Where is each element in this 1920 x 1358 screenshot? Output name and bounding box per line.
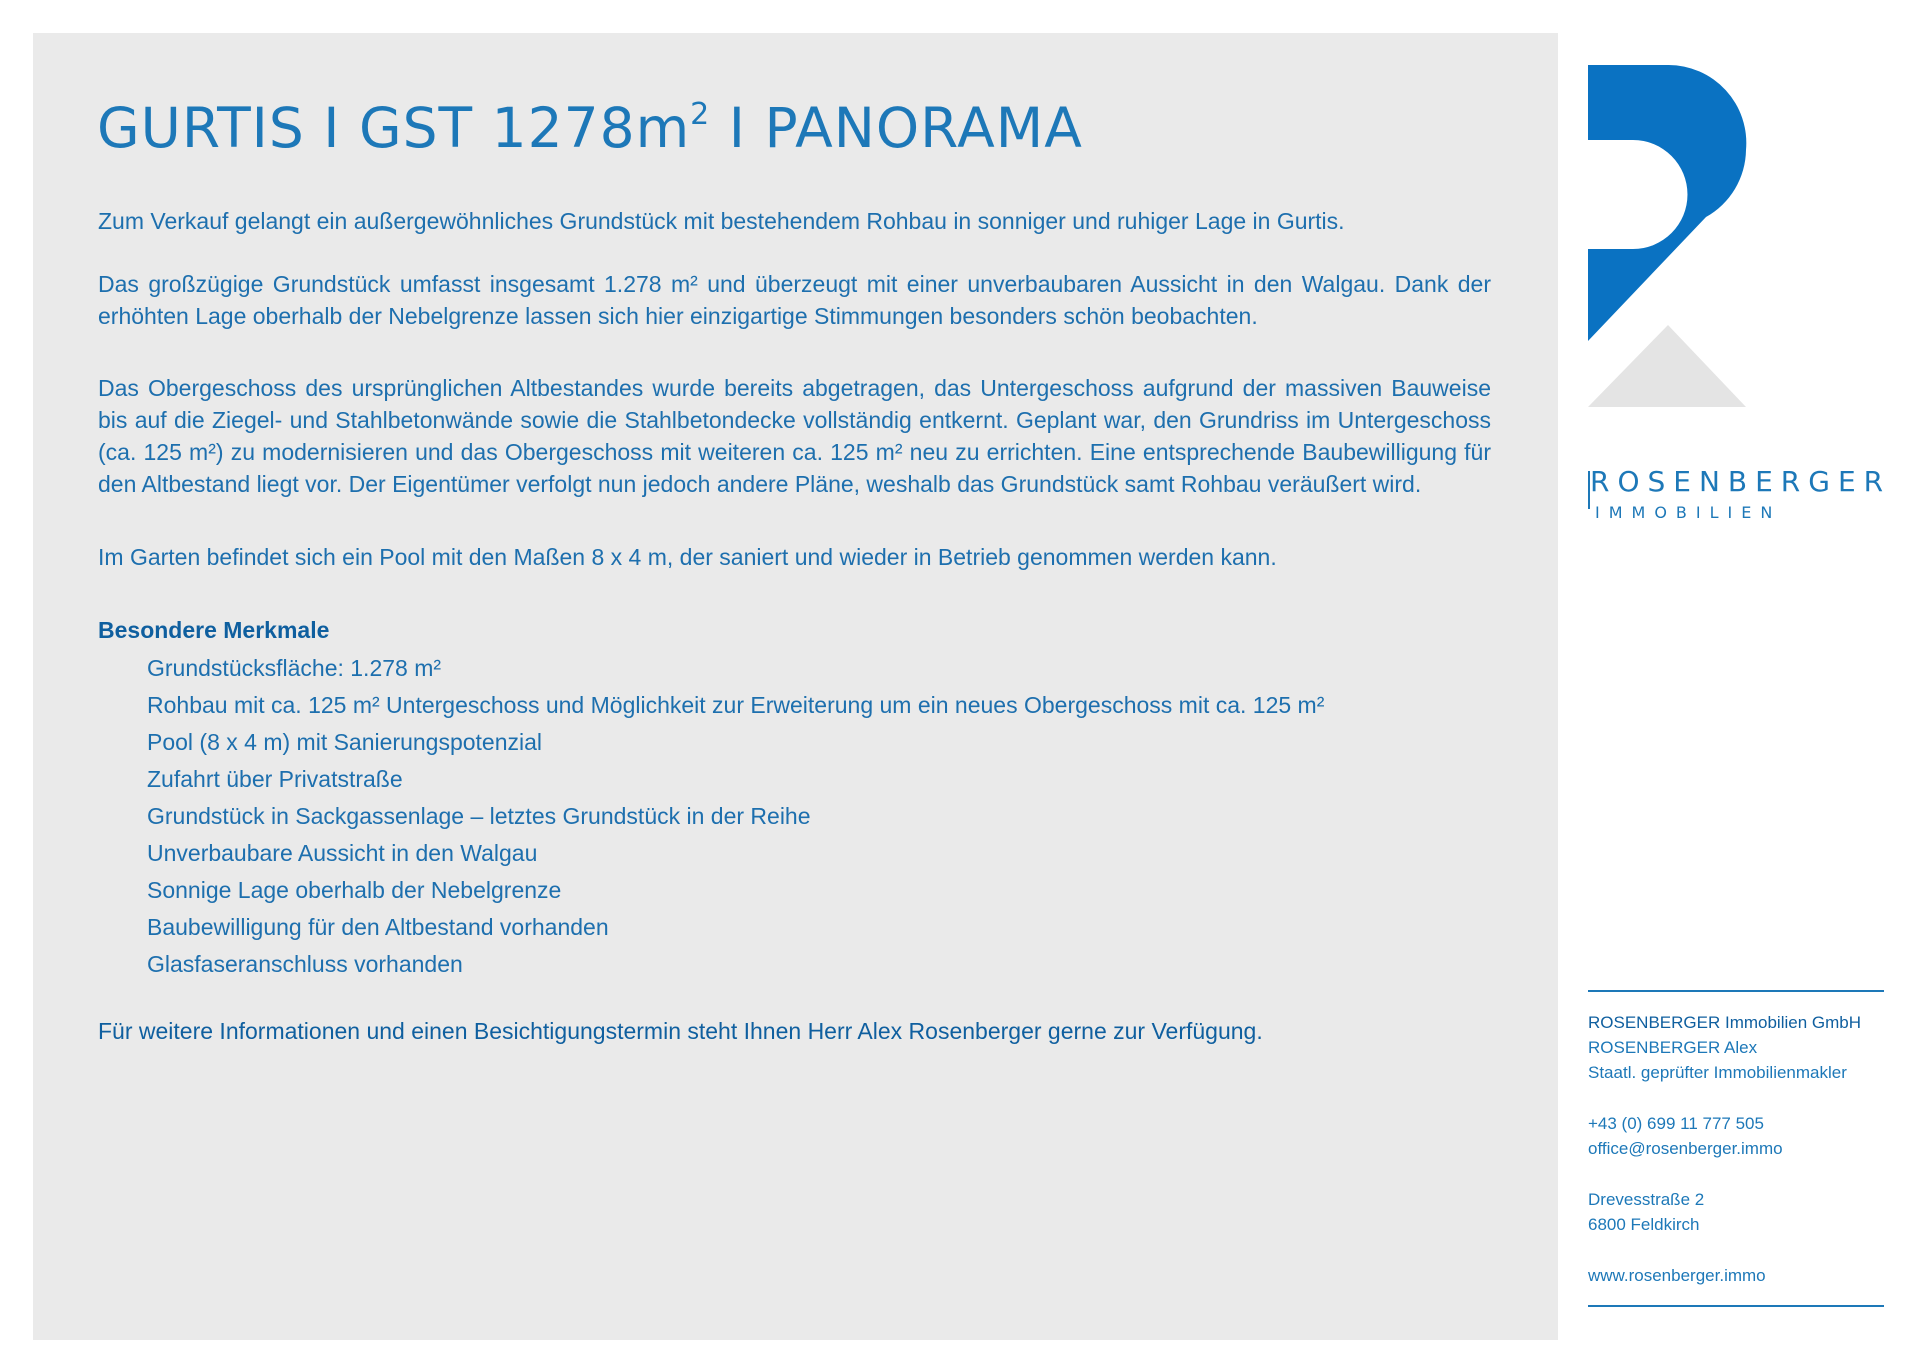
page-title xyxy=(97,92,1083,164)
feature-item: Baubewilligung für den Altbestand vorhanden xyxy=(147,914,609,940)
contact-block xyxy=(1588,990,1884,1307)
paragraph-plot: Das großzügige Grundstück umfasst insgesamt 1.278 m² und überzeugt mit einer unverbaubaren Aussicht in den Walgau. Dank der erhöhten Lage oberhalb der Nebelgrenze lassen sich hier einzigartige Stimmungen besonders schön beobachten. xyxy=(98,271,1491,329)
paragraph-intro: Zum Verkauf gelangt ein außergewöhnliches Grundstück mit bestehendem Rohbau in sonniger und ruhiger Lage in Gurtis. xyxy=(98,208,1345,234)
brand-subtitle: IMMOBILIEN xyxy=(1595,503,1782,522)
contact-website[interactable]: www.rosenberger.immo xyxy=(1588,1266,1766,1285)
contact-company: ROSENBERGER Immobilien GmbH xyxy=(1588,1013,1862,1032)
paragraph-building: Das Obergeschoss des ursprünglichen Altbestandes wurde bereits abgetragen, das Untergeschoss aufgrund der massiven Bauweise bis auf die Ziegel- und Stahlbetonwände sowie die Stahlbetondecke vollständig entkernt. Geplant war, den Grundriss im Untergeschoss (ca. 125 m²) zu modernisieren und das Obergeschoss mit weiteren ca. 125 m² neu zu errichten. Eine entsprechende Baubewilligung für den Altbestand liegt vor. Der Eigentümer verfolgt nun jedoch andere Pläne, weshalb das Grundstück samt Rohbau veräußert wird. xyxy=(98,375,1491,497)
feature-item: Unverbaubare Aussicht in den Walgau xyxy=(147,840,538,866)
brand-name: ROSENBERGER xyxy=(1590,465,1892,498)
rosenberger-r-logo-icon xyxy=(1588,65,1748,407)
logo-grey-triangle xyxy=(1588,325,1746,407)
description xyxy=(98,205,1491,1047)
feature-item: Sonnige Lage oberhalb der Nebelgrenze xyxy=(147,877,562,903)
title-superscript: 2 xyxy=(690,96,711,132)
contact-bottom-divider xyxy=(1588,1305,1884,1307)
contact-phone[interactable]: +43 (0) 699 11 777 505 xyxy=(1588,1114,1764,1133)
feature-item: Zufahrt über Privatstraße xyxy=(147,766,403,792)
contact-role: Staatl. geprüfter Immobilienmakler xyxy=(1588,1063,1847,1082)
contact-street: Drevesstraße 2 xyxy=(1588,1190,1705,1209)
title-tail: I PANORAMA xyxy=(710,96,1083,160)
brand-wordmark xyxy=(1588,465,1892,523)
contact-person: ROSENBERGER Alex xyxy=(1588,1038,1758,1057)
feature-item: Pool (8 x 4 m) mit Sanierungspotenzial xyxy=(147,729,543,755)
closing-statement: Für weitere Informationen und einen Besichtigungstermin steht Ihnen Herr Alex Rosenberger gerne zur Verfügung. xyxy=(98,1018,1263,1044)
features-heading: Besondere Merkmale xyxy=(98,617,330,643)
contact-top-divider xyxy=(1588,990,1884,992)
feature-item: Grundstücksfläche: 1.278 m² xyxy=(147,655,442,681)
logo-blue-r xyxy=(1588,65,1746,341)
contact-city: 6800 Feldkirch xyxy=(1588,1215,1700,1234)
feature-item: Glasfaseranschluss vorhanden xyxy=(147,951,463,977)
feature-item: Rohbau mit ca. 125 m² Untergeschoss und Möglichkeit zur Erweiterung um ein neues Obergeschoss mit ca. 125 m² xyxy=(147,692,1325,718)
features-list xyxy=(98,650,1491,983)
brand-divider xyxy=(1588,471,1590,509)
feature-item: Grundstück in Sackgassenlage – letztes Grundstück in der Reihe xyxy=(147,803,811,829)
paragraph-pool: Im Garten befindet sich ein Pool mit den Maßen 8 x 4 m, der saniert und wieder in Betrieb genommen werden kann. xyxy=(98,544,1277,570)
title-main: GURTIS I GST 1278m xyxy=(97,96,691,160)
contact-email[interactable]: office@rosenberger.immo xyxy=(1588,1139,1783,1158)
